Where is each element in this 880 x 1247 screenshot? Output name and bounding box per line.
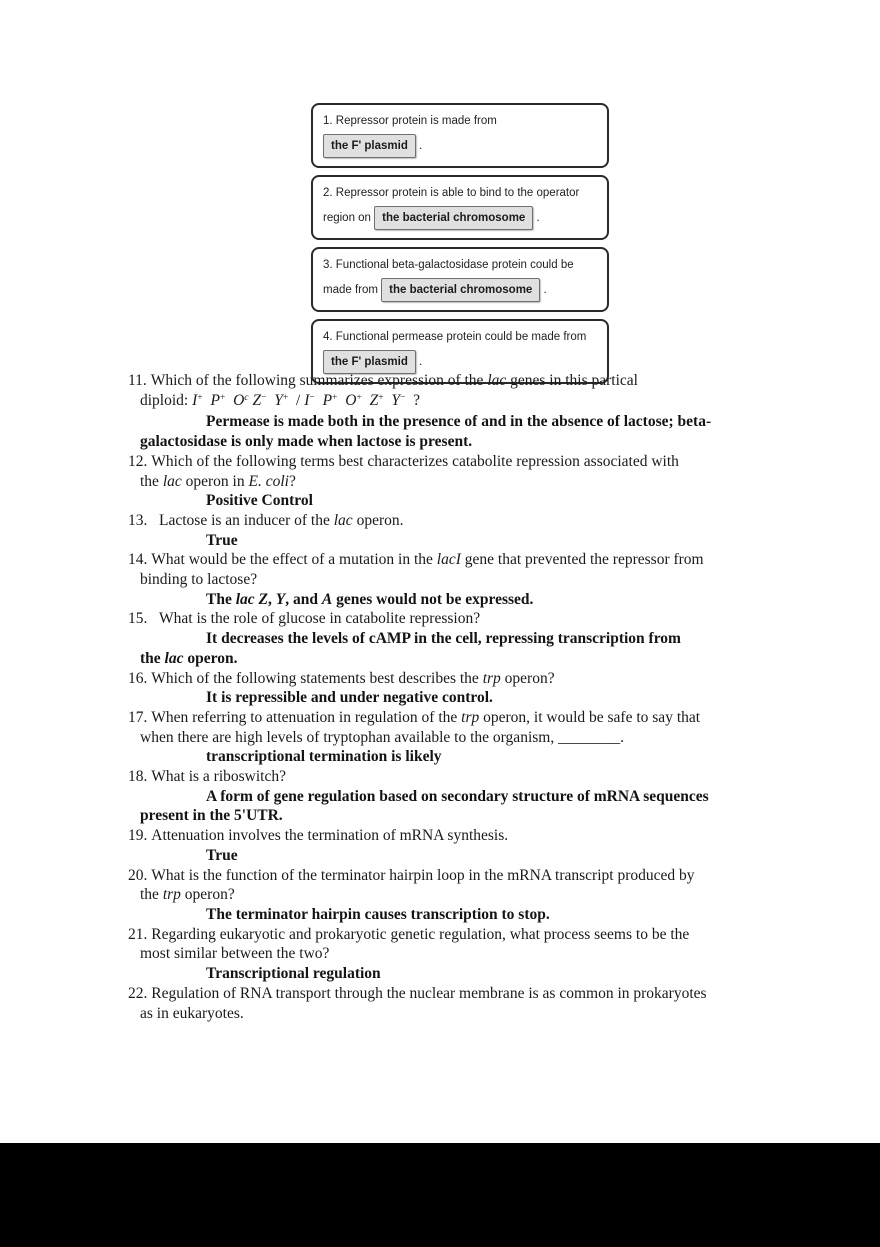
statement-box [311, 103, 609, 168]
text-run: When referring to attenuation in regulation of the [151, 708, 462, 726]
question-number: 12. [128, 452, 148, 470]
text-run: + [219, 392, 226, 404]
text-run: Z [369, 391, 379, 409]
text-run: The [206, 590, 236, 608]
text-run: lacI [436, 551, 461, 569]
statement-box-row [323, 329, 597, 345]
text-run: Which of the following statements best describes the [151, 669, 483, 687]
answer-text [128, 787, 834, 826]
question-item [128, 550, 834, 609]
statement-box-row [323, 206, 597, 230]
text-run: c [244, 392, 249, 404]
question-text [128, 767, 834, 787]
statement-box-row [323, 185, 597, 201]
question-item [128, 826, 834, 865]
answer-boxes-panel [311, 103, 609, 391]
text-run: − [261, 392, 267, 404]
question-text [128, 669, 834, 689]
text-run: + [282, 392, 289, 404]
question-list [128, 371, 834, 1023]
text-run: Z [252, 391, 262, 409]
question-number: 20. [128, 866, 148, 884]
text-run: A [321, 590, 333, 608]
answer-text [128, 846, 834, 866]
text-run: A form of gene regulation based on secondary structure of mRNA sequences [206, 787, 709, 805]
answer-text [128, 491, 834, 511]
text-run: + [378, 392, 384, 404]
answer-text [128, 590, 834, 610]
question-text [128, 609, 834, 629]
question-item [128, 984, 834, 1023]
text-run: What would be the effect of a mutation in the [151, 551, 437, 569]
text-run: / [288, 391, 305, 409]
text-run: ? [405, 391, 421, 409]
text-run: Y [275, 590, 286, 608]
text-run: present in the 5'UTR. [140, 807, 283, 825]
bottom-letterbox [0, 1143, 880, 1247]
answer-text [128, 688, 834, 708]
statement-box-row [323, 278, 597, 302]
text-run: binding to lactose? [140, 571, 258, 589]
text-run: 4. Functional permease protein could be made from [323, 331, 587, 343]
statement-box-row [323, 134, 597, 158]
question-number: 21. [128, 925, 148, 943]
text-run: 3. Functional beta-galactosidase protein could be [323, 259, 574, 271]
statement-box-row [323, 257, 597, 273]
question-item [128, 925, 834, 984]
question-text [128, 452, 834, 491]
text-run: operon, it would be safe to say that [479, 708, 701, 726]
question-number: 14. [128, 551, 148, 569]
text-run: lac Z [235, 590, 268, 608]
text-run: − [309, 392, 315, 404]
answer-text [128, 905, 834, 925]
text-run: + [332, 392, 338, 404]
text-run: diploid: [140, 391, 193, 409]
text-run: . [415, 140, 423, 153]
question-number: 17. [128, 708, 148, 726]
text-run [225, 392, 233, 409]
text-run: I [192, 391, 198, 409]
text-run: most similar between the two? [140, 945, 330, 963]
text-run: Y [391, 391, 400, 409]
text-run: P [210, 391, 220, 409]
text-run: genes in this partical [506, 372, 638, 389]
text-run: True [206, 846, 238, 864]
answer-text [128, 964, 834, 984]
question-number: 15. [128, 610, 148, 628]
text-run: What is a riboswitch? [151, 768, 286, 786]
question-text [128, 708, 834, 747]
text-run: 2. Repressor protein is able to bind to the operator [323, 187, 580, 199]
text-run: operon. [352, 511, 404, 529]
question-item [128, 708, 834, 767]
text-run: lac [164, 649, 184, 667]
text-run: genes would not be expressed. [332, 590, 534, 608]
answer-text [128, 531, 834, 551]
text-run: transcriptional termination is likely [206, 748, 442, 766]
question-item [128, 669, 834, 708]
text-run: , [268, 590, 276, 608]
question-item [128, 371, 834, 452]
text-run: . [415, 356, 423, 369]
text-run: region on [323, 212, 375, 225]
text-run: operon? [180, 886, 235, 904]
question-item [128, 452, 834, 511]
question-text [128, 371, 834, 412]
answer-text [128, 629, 834, 668]
statement-box-row [323, 113, 597, 129]
question-item [128, 609, 834, 668]
text-run: gene that prevented the repressor from [460, 551, 704, 569]
text-run: lac [487, 372, 507, 389]
text-run: Permease is made both in the presence of and in the absence of lactose; beta- [206, 413, 712, 431]
text-run: E. coli [248, 472, 289, 490]
text-run: Which of the following terms best characterizes catabolite repression associated with [151, 452, 679, 470]
text-run: Which of the following summarizes expression of the [150, 372, 488, 389]
text-run: The terminator hairpin causes transcription to stop. [206, 905, 550, 923]
text-run: . [540, 284, 547, 297]
text-run: the [140, 472, 163, 490]
text-run: when there are high levels of tryptophan available to the organism, ________. [140, 728, 624, 746]
text-run: O [233, 391, 245, 409]
text-run: Y [274, 391, 283, 409]
text-run: Attenuation involves the termination of mRNA synthesis. [151, 827, 509, 845]
text-run: lac [162, 472, 182, 490]
text-run: the [140, 886, 163, 904]
question-number: 22. [128, 984, 148, 1002]
question-number: 11. [128, 372, 147, 389]
statement-box [311, 247, 609, 312]
text-run: − [400, 392, 406, 404]
text-run: Regulation of RNA transport through the nuclear membrane is as common in prokaryotes [151, 984, 707, 1002]
text-run: Transcriptional regulation [206, 965, 381, 983]
text-run: operon. [183, 649, 238, 667]
text-run: made from [323, 284, 382, 297]
text-run: Regarding eukaryotic and prokaryotic genetic regulation, what process seems to be the [151, 925, 690, 943]
text-run: operon? [500, 669, 555, 687]
text-run: trp [461, 708, 480, 726]
text-run: , and [285, 590, 322, 608]
question-item [128, 511, 834, 550]
text-run: the [140, 649, 165, 667]
text-run: trp [482, 669, 501, 687]
text-run: Lactose is an inducer of the [151, 511, 334, 529]
text-run: trp [162, 886, 181, 904]
text-run: operon in [181, 472, 249, 490]
answer-chip: the bacterial chromosome [381, 278, 540, 302]
text-run: lac [333, 511, 353, 529]
text-run [362, 392, 370, 409]
text-run: galactosidase is only made when lactose is present. [140, 433, 473, 451]
statement-box [311, 175, 609, 240]
answer-chip: the F' plasmid [323, 134, 416, 158]
answer-text [128, 747, 834, 767]
text-run: O [345, 391, 357, 409]
text-run: . [533, 212, 540, 225]
answer-text [128, 412, 834, 451]
question-text [128, 511, 834, 531]
question-text [128, 550, 834, 589]
question-text [128, 826, 834, 846]
text-run: What is the function of the terminator hairpin loop in the mRNA transcript produced by [151, 866, 695, 884]
text-run: + [197, 392, 203, 404]
text-run: I [304, 391, 310, 409]
question-item [128, 767, 834, 826]
question-text [128, 925, 834, 964]
text-run: ? [288, 472, 296, 490]
text-run: P [322, 391, 333, 409]
text-run: It decreases the levels of cAMP in the cell, repressing transcription from [206, 630, 681, 648]
question-number: 13. [128, 511, 148, 529]
question-number: 19. [128, 827, 148, 845]
question-number: 16. [128, 669, 148, 687]
text-run: It is repressible and under negative control. [206, 689, 493, 707]
answer-chip: the F' plasmid [323, 350, 416, 374]
text-run: as in eukaryotes. [140, 1004, 244, 1022]
question-item [128, 866, 834, 925]
text-run [315, 392, 323, 409]
answer-chip: the bacterial chromosome [374, 206, 533, 230]
question-text [128, 984, 834, 1023]
text-run: What is the role of glucose in catabolite repression? [151, 610, 481, 628]
text-run: + [356, 392, 362, 404]
text-run: 1. Repressor protein is made from [323, 115, 497, 127]
text-run: Positive Control [206, 492, 313, 510]
question-number: 18. [128, 768, 148, 786]
text-run: True [206, 531, 238, 549]
question-text [128, 866, 834, 905]
